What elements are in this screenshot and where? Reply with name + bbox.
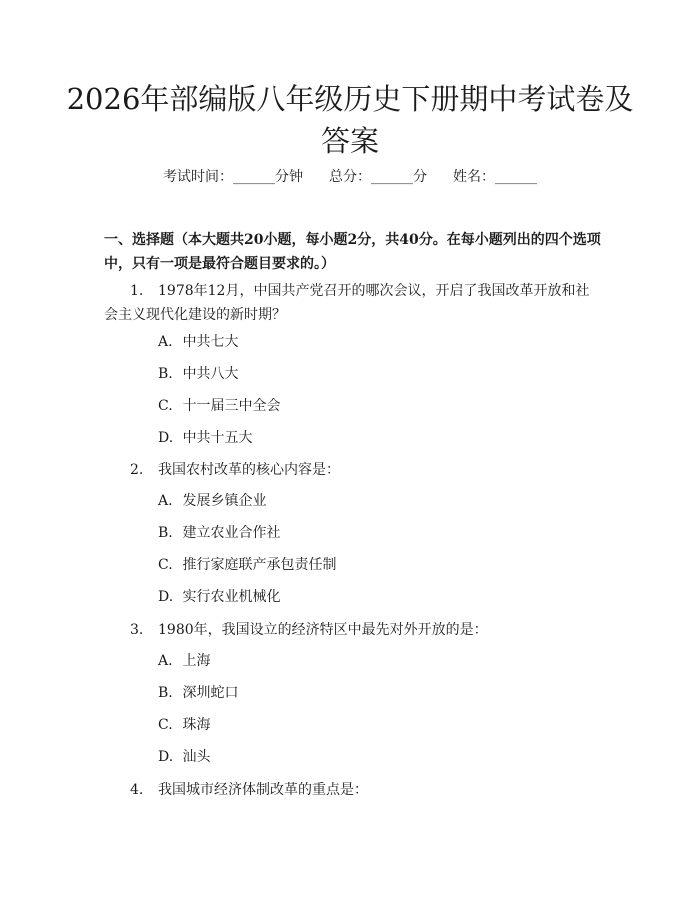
- option-letter: C.: [158, 557, 173, 573]
- question-4: [130, 778, 600, 802]
- option-3a: [158, 651, 210, 671]
- option-text: 上海: [182, 653, 211, 669]
- question-number: 4.: [130, 782, 144, 798]
- option-text: 中共十五大: [182, 430, 253, 446]
- option-3d: [158, 747, 210, 767]
- option-text: 实行农业机械化: [182, 589, 281, 605]
- page-title: 2026年部编版八年级历史下册期中考试卷及答案: [66, 82, 634, 158]
- question-text: 我国城市经济体制改革的重点是：: [158, 782, 368, 798]
- question-text: 1978年12月，中国共产党召开的哪次会议，开启了我国改革开放和社会主义现代化建设的新时期？: [104, 283, 590, 323]
- question-number: 2.: [130, 462, 144, 478]
- option-letter: D.: [158, 749, 174, 765]
- question-number: 3.: [130, 622, 144, 638]
- option-text: 十一届三中全会: [182, 398, 281, 414]
- option-2d: [158, 587, 280, 607]
- option-letter: C.: [158, 398, 173, 414]
- exam-time-field: 考试时间：______分钟: [163, 169, 303, 185]
- option-1c: [158, 396, 280, 416]
- question-3: [130, 618, 600, 642]
- question-number: 1.: [130, 283, 144, 299]
- exam-meta-line: [0, 167, 700, 187]
- option-2a: [158, 491, 266, 511]
- student-name-field: 姓名：______: [453, 169, 537, 185]
- option-3c: [158, 715, 210, 735]
- option-2c: [158, 555, 336, 575]
- option-text: 中共八大: [182, 366, 239, 382]
- total-score-field: 总分：______分: [329, 169, 427, 185]
- option-letter: D.: [158, 430, 174, 446]
- option-1a: [158, 332, 238, 352]
- option-letter: C.: [158, 717, 173, 733]
- option-text: 珠海: [182, 717, 211, 733]
- question-text: 1980年，我国设立的经济特区中最先对外开放的是：: [158, 622, 488, 638]
- option-text: 深圳蛇口: [182, 685, 239, 701]
- option-1d: [158, 428, 252, 448]
- option-letter: A.: [158, 653, 173, 669]
- option-text: 建立农业合作社: [182, 525, 281, 541]
- section-heading: 一、选择题（本大题共20小题，每小题2分，共40分。在每小题列出的四个选项中，只有一项是最符合题目要求的。）: [104, 232, 601, 272]
- option-letter: B.: [158, 366, 173, 382]
- option-text: 中共七大: [182, 334, 239, 350]
- option-letter: A.: [158, 493, 173, 509]
- option-3b: [158, 683, 238, 703]
- option-letter: B.: [158, 685, 173, 701]
- question-1: [104, 279, 602, 327]
- question-2: [130, 458, 600, 482]
- option-letter: A.: [158, 334, 173, 350]
- option-letter: D.: [158, 589, 174, 605]
- option-text: 发展乡镇企业: [182, 493, 267, 509]
- option-2b: [158, 523, 280, 543]
- option-1b: [158, 364, 238, 384]
- option-text: 汕头: [182, 749, 211, 765]
- option-text: 推行家庭联产承包责任制: [182, 557, 337, 573]
- option-letter: B.: [158, 525, 173, 541]
- question-text: 我国农村改革的核心内容是：: [158, 462, 340, 478]
